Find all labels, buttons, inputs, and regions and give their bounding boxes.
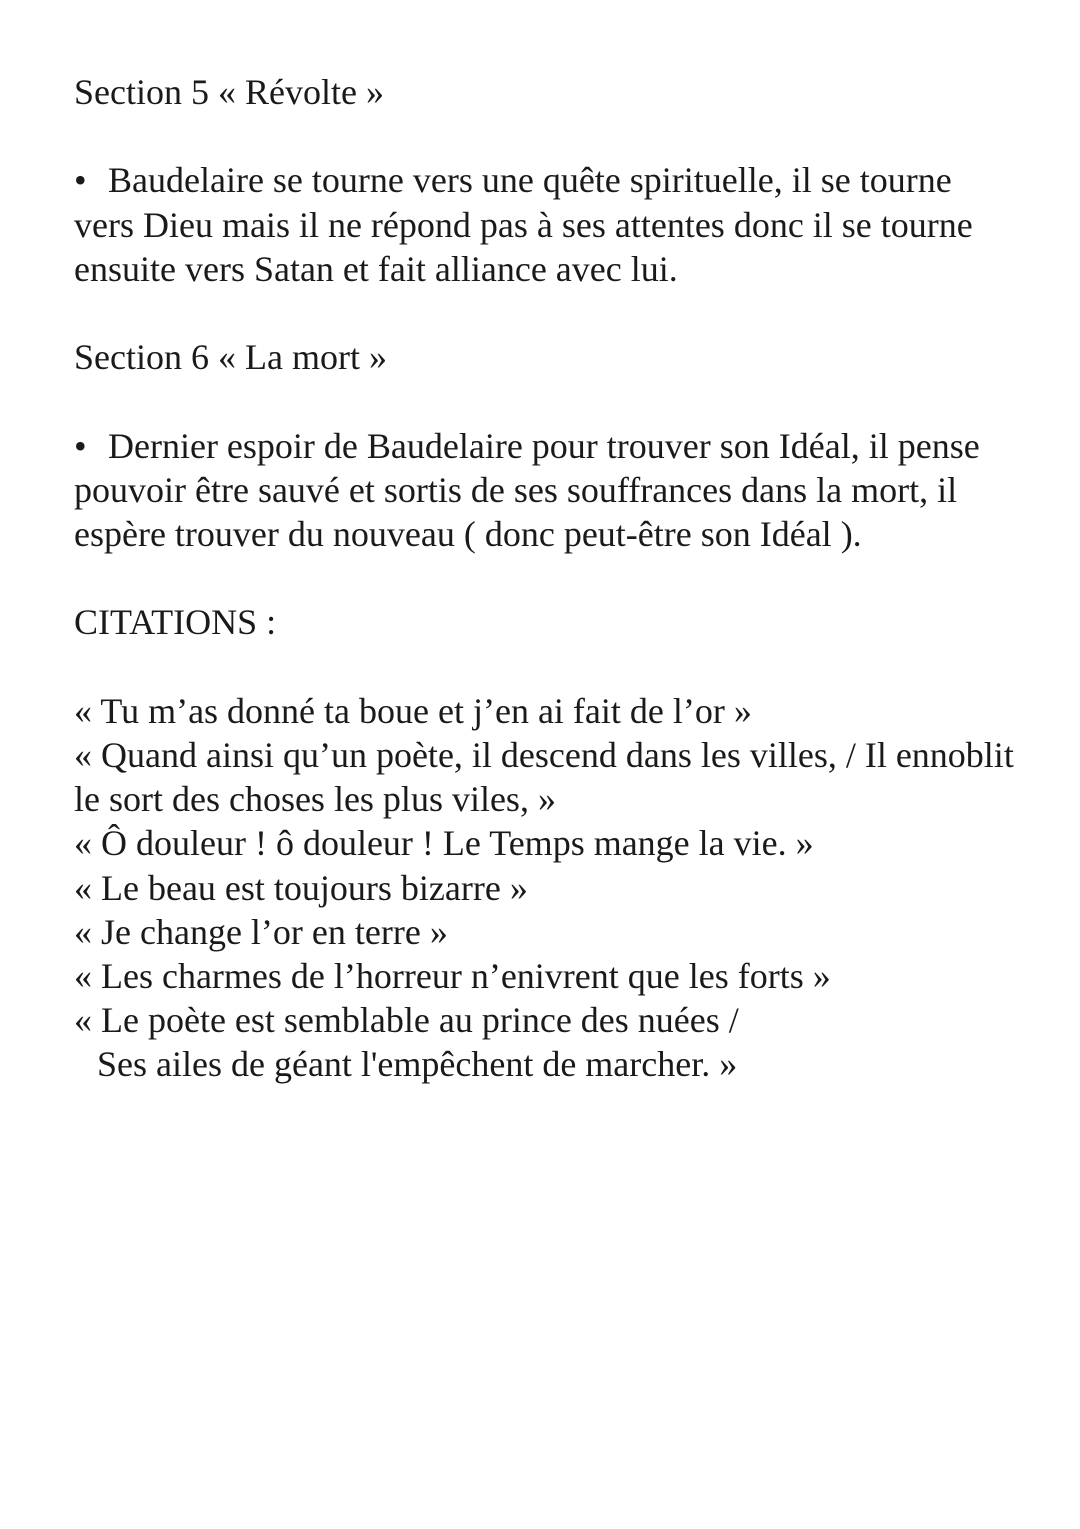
citation-item: « Quand ainsi qu’un poète, il descend dans les villes, / Il ennoblit le sort des choses les plus viles, » [74, 734, 1014, 820]
citation-item [74, 998, 1014, 1086]
citation-item: « Tu m’as donné ta boue et j’en ai fait de l’or » [74, 690, 752, 731]
citation-item: « Les charmes de l’horreur n’enivrent que les forts » [74, 955, 831, 996]
citation-line: « Le poète est semblable au prince des nuées / [74, 1000, 739, 1041]
section-5-paragraph [74, 158, 1014, 291]
citations-list [74, 689, 1014, 1087]
section-6-text: Dernier espoir de Baudelaire pour trouver son Idéal, il pense pouvoir être sauvé et sortis de ses souffrances dans la mort, il espère trouver du nouveau ( donc peut-être son Idéal ). [74, 425, 980, 554]
spacer [74, 379, 1014, 423]
section-6-heading: Section 6 « La mort » [74, 337, 387, 378]
spacer [74, 114, 1014, 158]
section-5-heading: Section 5 « Révolte » [74, 72, 384, 112]
section-6-paragraph [74, 424, 1014, 557]
spacer [74, 291, 1014, 335]
citation-item: « Le beau est toujours bizarre » [74, 867, 528, 908]
citations-heading: CITATIONS : [74, 602, 277, 643]
section-5-text: Baudelaire se tourne vers une quête spirituelle, il se tourne vers Dieu mais il ne répond pas à ses attentes donc il se tourne ensuite vers Satan et fait alliance avec lui. [74, 160, 973, 289]
spacer [74, 556, 1014, 600]
citation-item: « Je change l’or en terre » [74, 911, 448, 952]
citation-continuation: Ses ailes de géant l'empêchent de marcher. » [97, 1044, 738, 1085]
spacer [74, 645, 1014, 689]
citation-item: « Ô douleur ! ô douleur ! Le Temps mange la vie. » [74, 823, 814, 864]
document-page [74, 70, 1014, 1087]
bullet-icon: • [74, 425, 87, 466]
bullet-icon: • [74, 160, 87, 201]
